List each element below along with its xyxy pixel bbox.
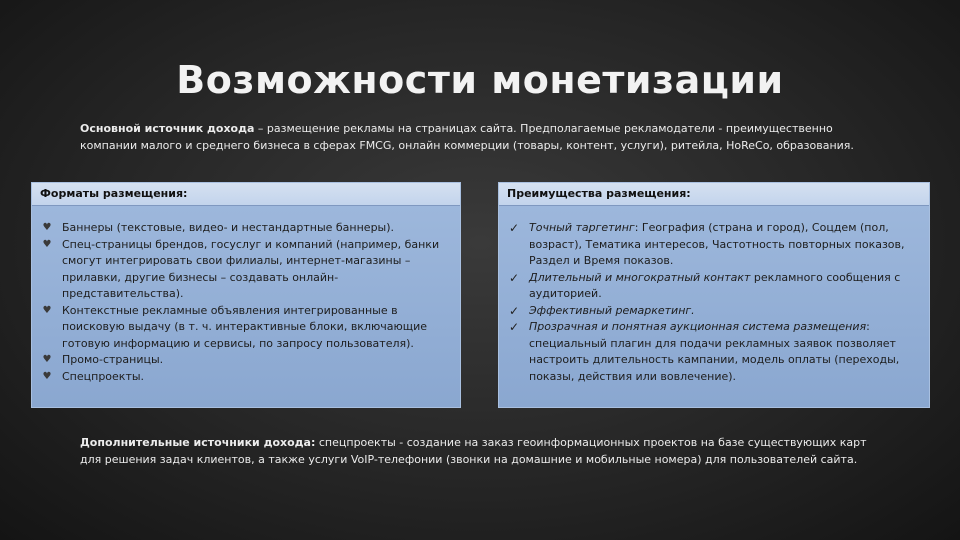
formats-panel	[31, 182, 461, 408]
list-item	[507, 319, 919, 385]
checkmark-icon: ✓	[508, 320, 520, 334]
list-item-text: Баннеры (текстовые, видео- и нестандартные баннеры).	[62, 221, 395, 234]
heart-bullet-icon: ♥	[42, 238, 52, 250]
checkmark-icon: ✓	[508, 270, 520, 285]
intro-paragraph	[80, 120, 890, 154]
list-item	[40, 369, 450, 386]
slide-title: Возможности монетизации	[176, 58, 784, 102]
heart-bullet-icon: ♥	[42, 304, 52, 316]
advantages-list	[499, 206, 929, 385]
heart-bullet-icon: ♥	[42, 222, 52, 233]
intro-text: – размещение рекламы на страницах сайта. Предполагаемые рекламодатели - преимущественно компании малого и среднего бизнеса в сферах FMCG, онлайн коммерции (товары, контент, услуги), ритейла, HoReCo, образования.	[80, 122, 854, 152]
list-item-text: Спец-страницы брендов, госуслуг и компаний (например, банки смогут интегрировать свои филиалы, интернет-магазины – прилавки, другие бизнесы – создавать онлайн-представительства).	[62, 237, 440, 300]
checkmark-icon: ✓	[508, 221, 520, 235]
list-item-emphasis: Точный таргетинг	[529, 221, 635, 234]
list-item-text: рекламного сообщения с аудиторией.	[529, 270, 901, 300]
list-item-text: Спецпроекты.	[62, 369, 145, 383]
footer-bold: Дополнительные источники дохода:	[80, 436, 316, 449]
list-item	[507, 303, 919, 320]
footer-paragraph	[80, 434, 890, 468]
list-item-text: : специальный плагин для подачи рекламных заявок позволяет настроить длительность кампании, модель оплаты (переходы, показы, действия или вовлечение).	[529, 320, 900, 383]
advantages-header: Преимущества размещения:	[499, 183, 929, 206]
list-item-emphasis: Эффективный ремаркетинг.	[529, 303, 695, 317]
checkmark-icon: ✓	[508, 303, 520, 318]
list-item-emphasis: Длительный и многократный контакт	[529, 270, 751, 284]
list-item	[507, 220, 919, 270]
list-item-text: : География (страна и город), Соцдем (пол, возраст), Тематика интересов, Частотность повторных показов, Раздел и Время показов.	[529, 221, 905, 267]
list-item	[40, 303, 450, 353]
heart-bullet-icon: ♥	[42, 370, 52, 382]
formats-list	[32, 206, 460, 385]
footer-text: спецпроекты - создание на заказ геоинформационных проектов на базе существующих карт для решения задач клиентов, а также услуги VoIP-телефонии (звонки на домашние и мобильные номера) для пользователей сайта.	[80, 436, 867, 466]
list-item	[40, 237, 450, 303]
list-item-text: Контекстные рекламные объявления интегрированные в поисковую выдачу (в т. ч. интерактивные блоки, включающие готовую информацию и сервисы, по запросу пользователя).	[62, 303, 428, 350]
intro-bold: Основной источник дохода	[80, 122, 255, 135]
formats-header: Форматы размещения:	[32, 183, 460, 206]
advantages-panel	[498, 182, 930, 408]
heart-bullet-icon: ♥	[42, 354, 52, 365]
list-item-emphasis: Прозрачная и понятная аукционная система размещения	[529, 320, 867, 333]
list-item	[507, 270, 919, 303]
list-item-text: Промо-страницы.	[62, 353, 164, 366]
list-item	[40, 220, 450, 237]
list-item	[40, 352, 450, 369]
